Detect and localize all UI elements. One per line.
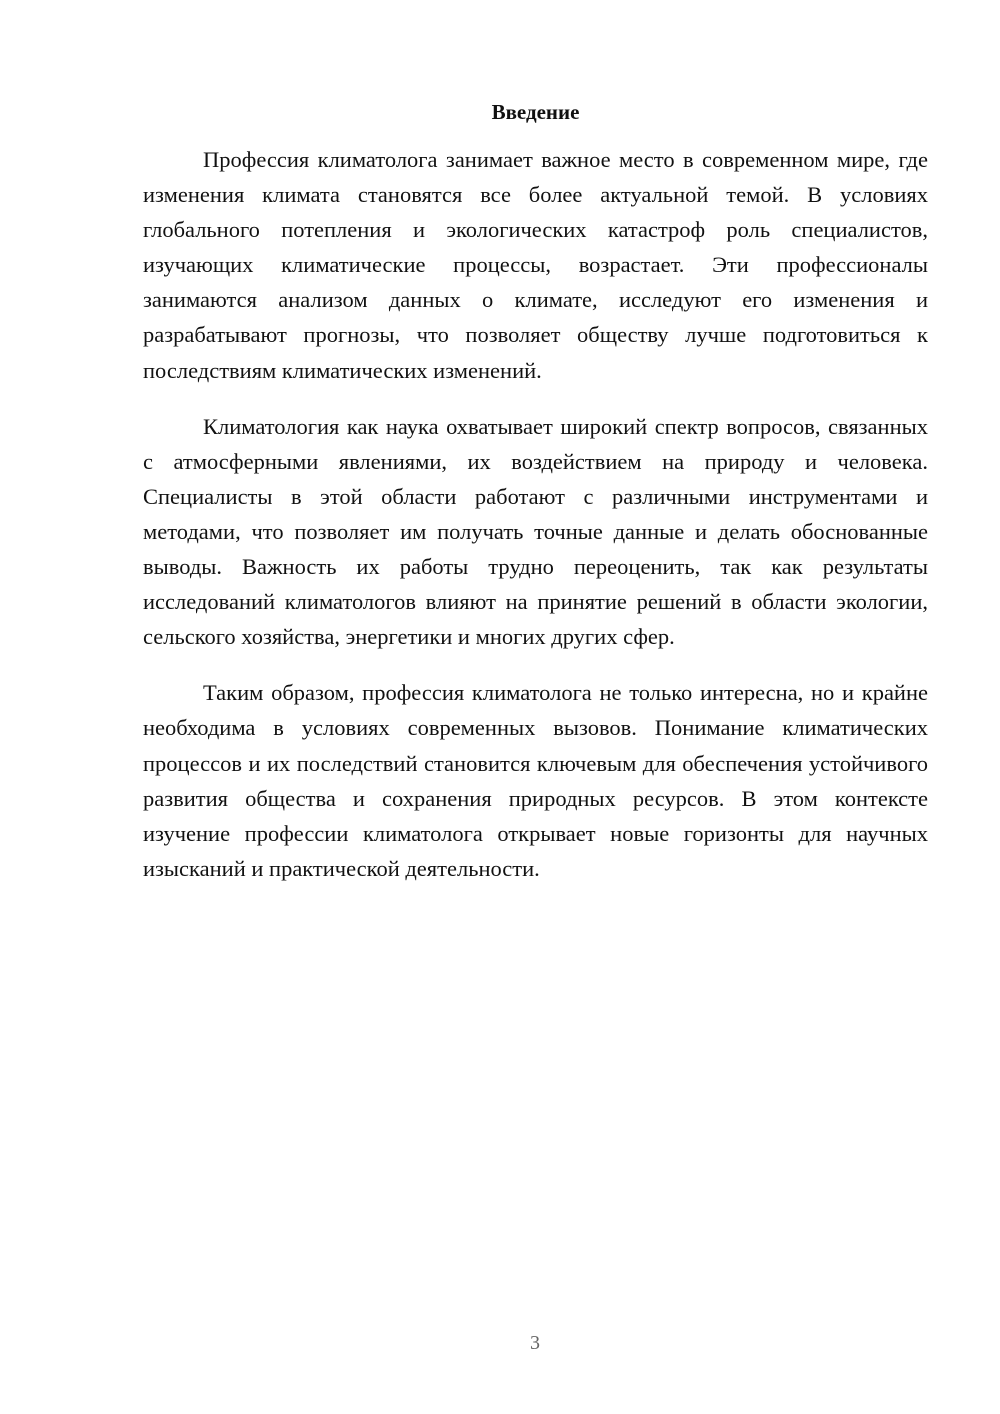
- paragraph-2: Климатология как наука охватывает широкий спектр вопросов, связанных с атмосферными явлениями, их воздействием на природу и человека. Специалисты в этой области работают с различными инструментами и методами, что позволяет им получать точные данные и делать обоснованные выводы. Важность их работы трудно переоценить, так как результаты исследований климатологов влияют на принятие решений в области экологии, сельского хозяйства, энергетики и многих других сфер.: [143, 413, 928, 650]
- paragraph-3: Таким образом, профессия климатолога не только интересна, но и крайне необходима в условиях современных вызовов. Понимание климатических процессов и их последствий становится ключевым для обеспечения устойчивого развития общества и сохранения природных ресурсов. В этом контексте изучение профессии климатолога открывает новые горизонты для научных изысканий и практической деятельности.: [143, 680, 928, 881]
- body-text: [143, 142, 928, 907]
- paragraph-1: Профессия климатолога занимает важное место в современном мире, где изменения климата становятся все более актуальной темой. В условиях глобального потепления и экологических катастроф роль специалистов, изучающих климатические процессы, возрастает. Эти профессионалы занимаются анализом данных о климате, исследуют его изменения и разрабатывают прогнозы, что позволяет обществу лучше подготовиться к последствиям климатических изменений.: [143, 147, 928, 383]
- section-title: Введение: [491, 100, 580, 124]
- page-number: 3: [530, 1332, 540, 1354]
